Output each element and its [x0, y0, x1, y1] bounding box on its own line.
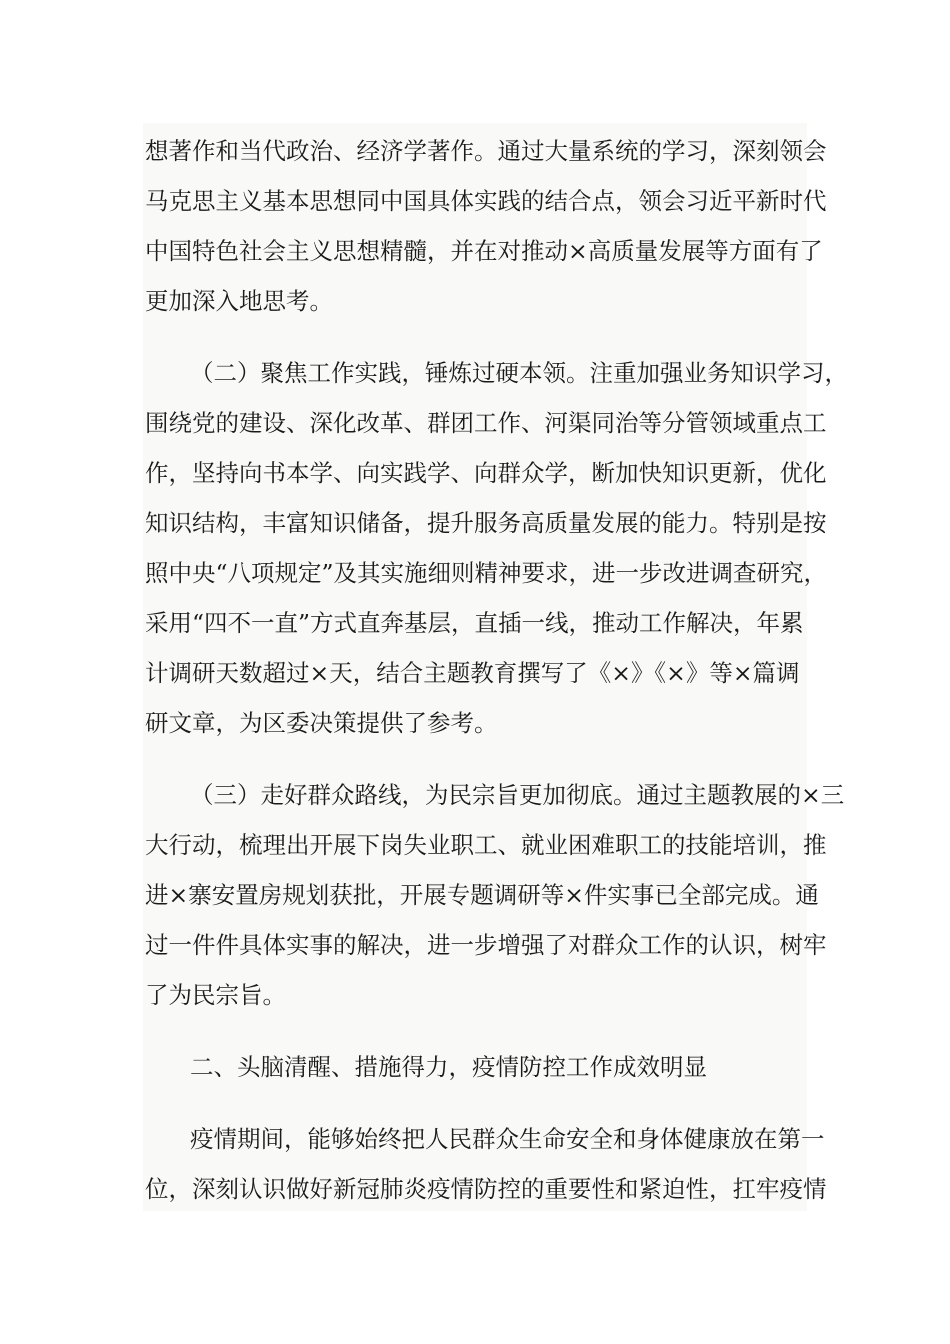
body-text-line: 知识结构，丰富知识储备，提升服务高质量发展的能力。特别是按 — [145, 509, 827, 537]
section-heading: 二、头脑清醒、措施得力，疫情防控工作成效明显 — [190, 1053, 707, 1081]
body-text-line: 想著作和当代政治、经济学著作。通过大量系统的学习，深刻领会 — [145, 137, 827, 165]
body-text-line: 位，深刻认识做好新冠肺炎疫情防控的重要性和紧迫性，扛牢疫情 — [145, 1175, 827, 1203]
body-text-line: 中国特色社会主义思想精髓，并在对推动×高质量发展等方面有了 — [145, 237, 823, 265]
body-text-line: 了为民宗旨。 — [145, 981, 286, 1009]
body-text-line: 更加深入地思考。 — [145, 287, 333, 315]
body-text-line: 作，坚持向书本学、向实践学、向群众学，断加快知识更新，优化 — [145, 459, 827, 487]
paragraph-heading-line: （三）走好群众路线，为民宗旨更加彻底。通过主题教展的×三 — [190, 781, 845, 809]
paragraph-heading-line: （二）聚焦工作实践，锤炼过硬本领。注重加强业务知识学习， — [190, 359, 848, 387]
body-text-line: 进×寨安置房规划获批，开展专题调研等×件实事已全部完成。通 — [145, 881, 819, 909]
body-text-line: 过一件件具体实事的解决，进一步增强了对群众工作的认识，树牢 — [145, 931, 827, 959]
body-text-line: 围绕党的建设、深化改革、群团工作、河渠同治等分管领域重点工 — [145, 409, 827, 437]
body-text-line: 研文章，为区委决策提供了参考。 — [145, 709, 498, 737]
body-text-line: 采用“四不一直”方式直奔基层，直插一线，推动工作解决，年累 — [145, 609, 804, 637]
body-text-line: 大行动，梳理出开展下岗失业职工、就业困难职工的技能培训，推 — [145, 831, 827, 859]
body-text-line: 照中央“八项规定”及其实施细则精神要求，进一步改进调查研究， — [145, 559, 828, 587]
body-text-line: 疫情期间，能够始终把人民群众生命安全和身体健康放在第一 — [190, 1125, 825, 1153]
body-text-line: 马克思主义基本思想同中国具体实践的结合点，领会习近平新时代 — [145, 187, 827, 215]
body-text-line: 计调研天数超过×天，结合主题教育撰写了《×》《×》等×篇调 — [145, 659, 800, 687]
